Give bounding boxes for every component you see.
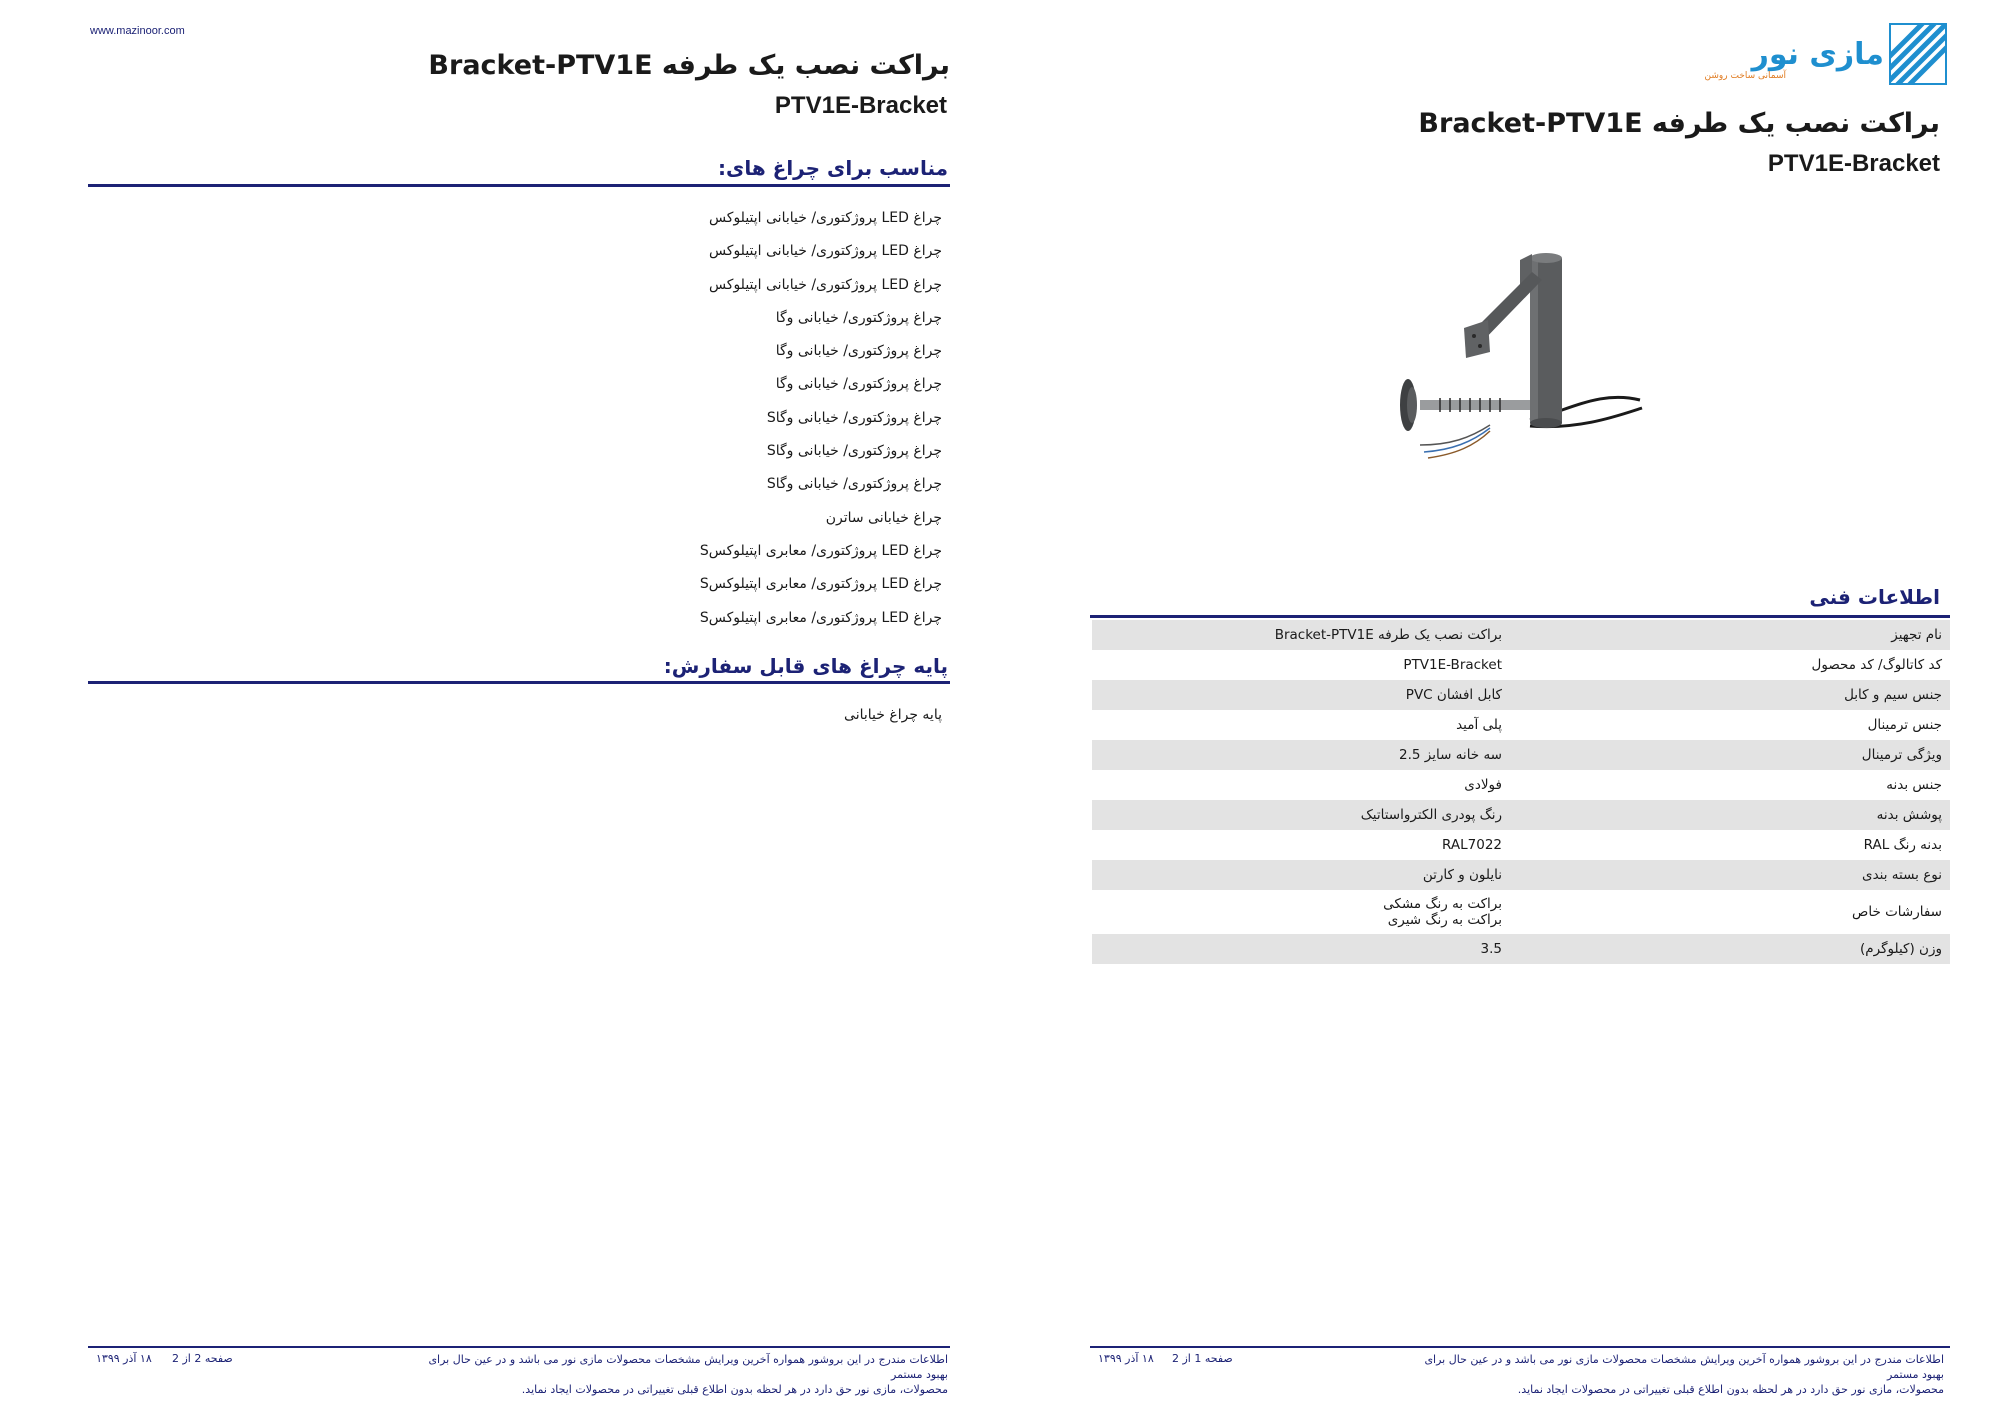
footer-note: [428, 1352, 948, 1397]
spec-value-line: رنگ پودری الکترواستاتیک: [1360, 807, 1502, 823]
spec-table: [1092, 620, 1950, 964]
footer-note: [1424, 1352, 1944, 1397]
bracket-product-image: [1380, 240, 1660, 480]
footer-note-line1: اطلاعات مندرج در این بروشور همواره آخرین ویرایش مشخصات محصولات مازی نور می باشد و در عین حال برای بهبود مستمر: [428, 1353, 948, 1381]
spec-row: [1092, 830, 1950, 860]
page-title-en: PTV1E-Bracket: [774, 92, 947, 119]
spec-value-line: نایلون و کارتن: [1422, 867, 1502, 883]
spec-value: [1092, 934, 1510, 964]
suitable-list-item: چراغ خیابانی ساترن: [825, 509, 942, 526]
suitable-list-item: چراغ پروژکتوری/ خیابانی وگا: [775, 376, 942, 393]
footer-date: ۱۸ آذر ۱۳۹۹: [1098, 1352, 1154, 1365]
section-rule: [88, 184, 950, 187]
footer-page-number: صفحه 2 از 2: [172, 1352, 233, 1365]
poles-heading: پایه چراغ های قابل سفارش:: [663, 654, 948, 678]
spec-value-line: PTV1E-Bracket: [1403, 657, 1502, 673]
suitable-list-item: چراغ LED پروژکتوری/ خیابانی اپتیلوکس: [708, 276, 942, 293]
suitable-list-item: چراغ پروژکتوری/ خیابانی وگاS: [766, 443, 942, 460]
suitable-list-item: چراغ پروژکتوری/ خیابانی وگاS: [766, 409, 942, 426]
suitable-list-item: چراغ پروژکتوری/ خیابانی وگا: [775, 343, 942, 360]
section-rule: [1090, 615, 1950, 618]
spec-value: [1092, 890, 1510, 934]
spec-value: [1092, 860, 1510, 890]
spec-value-line: پلی آمید: [1456, 717, 1502, 733]
spec-label: ویژگی ترمینال: [1861, 747, 1942, 763]
section-rule: [88, 681, 950, 684]
spec-label: نوع بسته بندی: [1862, 867, 1942, 883]
suitable-list-item: چراغ پروژکتوری/ خیابانی وگا: [775, 309, 942, 326]
footer-date: ۱۸ آذر ۱۳۹۹: [96, 1352, 152, 1365]
suitable-list-item: چراغ LED پروژکتوری/ خیابانی اپتیلوکس: [708, 243, 942, 260]
poles-list-item: پایه چراغ خیابانی: [844, 707, 942, 723]
spec-label: پوشش بدنه: [1876, 807, 1942, 823]
spec-row: [1092, 770, 1950, 800]
suitable-list-item: چراغ پروژکتوری/ خیابانی وگاS: [766, 476, 942, 493]
page-title-fa: براکت نصب یک طرفه Bracket-PTV1E: [428, 50, 950, 81]
website-url[interactable]: www.mazinoor.com: [90, 25, 185, 37]
spec-value-line: براکت به رنگ شیری: [1387, 912, 1502, 928]
spec-value: [1092, 710, 1510, 740]
spec-value: [1092, 650, 1510, 680]
spec-value: [1092, 680, 1510, 710]
poles-list: [242, 699, 942, 732]
spec-label: نام تجهیز: [1891, 627, 1942, 643]
spec-value: [1092, 770, 1510, 800]
spec-label: وزن (کیلوگرم): [1860, 941, 1942, 957]
spec-value-line: کابل افشان PVC: [1405, 687, 1502, 703]
spec-value-line: 3.5: [1480, 941, 1502, 957]
footer-note-line2: محصولات، مازی نور حق دارد در هر لحظه بدون اطلاع قبلی تغییراتی در محصولات ایجاد نماید.: [1517, 1383, 1944, 1396]
spec-label: جنس سیم و کابل: [1844, 687, 1942, 703]
footer-rule: [1090, 1346, 1950, 1348]
mazinoor-logo-icon: [1704, 24, 1946, 84]
suitable-list-item: چراغ LED پروژکتوری/ خیابانی اپتیلوکس: [708, 210, 942, 226]
spec-row: [1092, 740, 1950, 770]
spec-label: کد کاتالوگ/ کد محصول: [1811, 657, 1942, 673]
spec-value-line: براکت به رنگ مشکی: [1383, 896, 1502, 912]
spec-label: سفارشات خاص: [1852, 904, 1942, 920]
logo-tagline: آسمانی ساخت روشن: [1704, 71, 1786, 81]
spec-row: [1092, 860, 1950, 890]
spec-row: [1092, 890, 1950, 934]
spec-row: [1092, 934, 1950, 964]
spec-label: بدنه رنگ RAL: [1863, 837, 1942, 853]
suitable-list-item: چراغ LED پروژکتوری/ معابری اپتیلوکسS: [699, 609, 942, 626]
logo-text: مازی نور: [1751, 37, 1884, 72]
spec-value: [1092, 830, 1510, 860]
footer-note-line2: محصولات، مازی نور حق دارد در هر لحظه بدون اطلاع قبلی تغییراتی در محصولات ایجاد نماید.: [521, 1383, 948, 1396]
spec-row: [1092, 650, 1950, 680]
spec-row: [1092, 620, 1950, 650]
footer-page-number: صفحه 1 از 2: [1172, 1352, 1233, 1365]
spec-value-line: سه خانه سایز 2.5: [1399, 747, 1502, 763]
suitable-list-item: چراغ LED پروژکتوری/ معابری اپتیلوکسS: [699, 542, 942, 559]
spec-value-line: براکت نصب یک طرفه Bracket-PTV1E: [1274, 627, 1502, 643]
spec-value-line: فولادی: [1464, 777, 1502, 793]
spec-row: [1092, 710, 1950, 740]
spec-value: [1092, 620, 1510, 650]
suitable-list-item: چراغ LED پروژکتوری/ معابری اپتیلوکسS: [699, 576, 942, 593]
spec-row: [1092, 800, 1950, 830]
page-title-en: PTV1E-Bracket: [1767, 150, 1940, 177]
spec-value-line: RAL7022: [1442, 837, 1502, 853]
spec-value: [1092, 740, 1510, 770]
spec-label: جنس ترمینال: [1867, 717, 1942, 733]
suitable-list: [242, 202, 942, 635]
spec-label: جنس بدنه: [1886, 777, 1942, 793]
suitable-heading: مناسب برای چراغ های:: [718, 156, 948, 180]
tech-info-heading: اطلاعات فنی: [1809, 585, 1940, 609]
spec-value: [1092, 800, 1510, 830]
footer-rule: [88, 1346, 950, 1348]
page-title-fa: براکت نصب یک طرفه Bracket-PTV1E: [1418, 108, 1940, 139]
spec-row: [1092, 680, 1950, 710]
footer-note-line1: اطلاعات مندرج در این بروشور همواره آخرین ویرایش مشخصات محصولات مازی نور می باشد و در عین حال برای بهبود مستمر: [1424, 1353, 1944, 1381]
